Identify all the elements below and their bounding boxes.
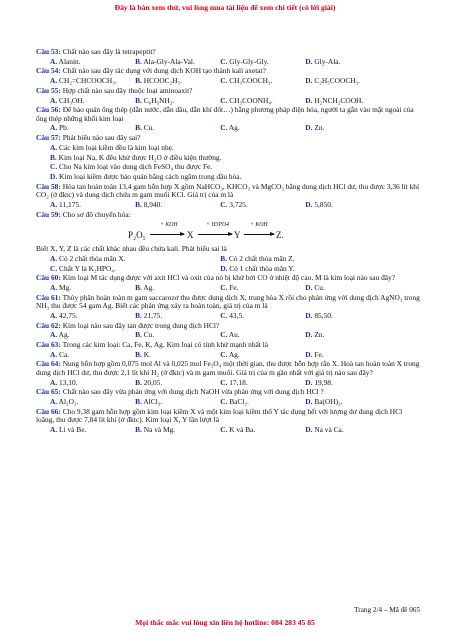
option <box>50 77 135 86</box>
option-letter: C. <box>220 199 228 209</box>
option <box>305 58 390 67</box>
option <box>135 124 220 133</box>
option-text: Chất Y là K₂HPO₄. <box>59 263 116 273</box>
option-text: Ba(OH)₂. <box>314 396 343 406</box>
option <box>50 284 135 293</box>
option <box>220 97 305 106</box>
scheme-m1: X <box>187 230 194 241</box>
option-text: Na và Mg. <box>143 424 176 434</box>
option-text: Ca. <box>59 349 70 359</box>
option-letter: D. <box>305 310 313 320</box>
option-letter: D. <box>50 171 58 181</box>
options-row <box>36 201 420 210</box>
option <box>305 284 390 293</box>
option-text: 5,850. <box>314 199 333 209</box>
question <box>36 67 420 76</box>
option <box>220 255 390 264</box>
question-text: Chất nào sau đây tác dụng với dung dịch KOH tạo thành kali axetat? <box>62 66 266 76</box>
option <box>305 351 390 360</box>
question-text: Hợp chất nào sau đây thuộc loại aminoaxit? <box>62 85 193 95</box>
question-text: Hòa tan hoàn toàn 13,4 gam hỗn hợp X gồm NaHCO₃, KHCO₃ và MgCO₃ bằng dung dịch HCl dư, thu được 3,36 lít khí CO₂ (ở đktc) và dung dịch chứa m gam muối KCl. Giá trị của m là <box>36 181 420 200</box>
option-text: 21,75. <box>143 310 163 320</box>
scheme-r1: + KOH <box>160 222 178 229</box>
option <box>50 58 135 67</box>
option <box>220 284 305 293</box>
option-text: Li và Be. <box>59 424 87 434</box>
option <box>305 124 390 133</box>
option-text: Pb. <box>59 123 69 133</box>
option-letter: B. <box>135 282 142 292</box>
option <box>305 379 390 388</box>
question-number: Câu 66: <box>36 406 61 416</box>
option <box>36 154 420 163</box>
option-letter: A. <box>50 253 58 263</box>
option-text: 8,940. <box>143 199 163 209</box>
option <box>220 201 305 210</box>
option-letter: C. <box>220 123 228 133</box>
option-letter: C. <box>220 396 228 406</box>
option-letter: B. <box>50 152 57 162</box>
question-text: Chất nào sau đây vừa phản ứng với dung dịch NaOH vừa phản ứng với dung dịch HCl ? <box>62 387 324 397</box>
option-text: Au. <box>228 330 240 340</box>
scheme-m2: Y <box>234 230 241 241</box>
option-text: Gly-Gly-Gly. <box>229 56 269 66</box>
option <box>220 58 305 67</box>
option-text: Có 1 chất thỏa mãn Y. <box>229 263 295 273</box>
option-letter: D. <box>305 424 313 434</box>
question-number: Câu 57: <box>36 133 61 143</box>
option <box>50 379 135 388</box>
option-text: Zn. <box>314 330 325 340</box>
option <box>135 77 220 86</box>
scheme-end: Z. <box>276 230 284 241</box>
option-text: Ala-Gly-Ala-Val. <box>143 56 195 66</box>
option-letter: B. <box>135 56 142 66</box>
options-row <box>36 312 420 321</box>
question-note: Biết X, Y, Z là các chất khác nhau đều chứa kali. Phát biểu sai là <box>36 244 227 254</box>
option-letter: B. <box>135 330 142 340</box>
option-text: C₂H₅COOCH₃. <box>314 76 361 86</box>
option-letter: D. <box>305 396 313 406</box>
option-letter: B. <box>135 199 142 209</box>
option <box>50 265 220 274</box>
option-letter: A. <box>50 56 58 66</box>
option-letter: C. <box>50 263 58 273</box>
question <box>36 48 420 57</box>
question-number: Câu 63: <box>36 339 61 349</box>
question <box>36 211 420 220</box>
conversion-scheme <box>36 222 420 242</box>
question <box>36 294 420 311</box>
options-row <box>36 265 420 274</box>
option <box>50 97 135 106</box>
option-letter: D. <box>305 330 313 340</box>
option <box>135 201 220 210</box>
question-number: Câu 61: <box>36 292 61 302</box>
page-number: Trang 2/4 – Mã đề 065 <box>354 606 420 614</box>
option <box>305 331 390 340</box>
option <box>50 124 135 133</box>
option-letter: B. <box>135 424 142 434</box>
option <box>50 398 135 407</box>
question-text: Cho 9,38 gam hỗn hợp gồm kim loại kiềm X và một kim loại kiềm thổ Y tác dụng hết với lượng dư dung dịch HCl loãng, thu được 7,84 lít khí (ở đktc). Kim loại X, Y lần lượt là <box>36 406 403 425</box>
option-letter: A. <box>50 349 58 359</box>
question-text: Nung hỗn hợp gồm 0,075 mol Al và 0,025 mol Fe₃O₄ một thời gian, thu được hỗn hợp rắn X. Hoà tan hoàn toàn X trong dung dịch HCl dư, thu được 2,1 lít khí H₂ (ở đktc) và m gam muối. Giá trị của m gần nhất với giá trị nào sau đây? <box>36 359 420 377</box>
question-number: Câu 58: <box>36 181 61 191</box>
option <box>220 124 305 133</box>
question <box>36 274 420 283</box>
question <box>36 341 420 350</box>
option-letter: B. <box>220 253 227 263</box>
option-text: 85,50. <box>314 310 333 320</box>
question-text: Cho sơ đồ chuyển hóa: <box>62 209 131 219</box>
option-letter: A. <box>50 199 58 209</box>
question-text: Phát biểu nào sau đây sai? <box>62 133 141 143</box>
arrow-icon <box>198 234 232 235</box>
options-row <box>36 379 420 388</box>
arrow-icon <box>244 234 274 235</box>
option-letter: A. <box>50 123 58 133</box>
hotline-banner: Mọi thắc mắc vui lòng xin liên hệ hotline: 084 283 45 85 <box>135 618 315 627</box>
option-letter: D. <box>305 349 313 359</box>
option-letter: C. <box>220 282 228 292</box>
question <box>36 388 420 397</box>
question-text: Kim loại M tác dụng được với axit HCl và oxit của nó bị khử bởi CO ở nhiệt độ cao. M là kim loại nào sau đây? <box>62 273 396 283</box>
scheme-r3: + KOH <box>250 222 268 229</box>
option-letter: A. <box>50 330 58 340</box>
question-text: Để bảo quản ống thép (dẫn nước, dẫn dầu, dẫn khí đốt…) bằng phương pháp điện hóa, người ta gắn vào mặt ngoài của ống thép những khối kim loại <box>36 105 414 123</box>
option-letter: B. <box>135 76 142 86</box>
options-row <box>36 426 420 435</box>
options-row <box>36 331 420 340</box>
option-text: Cu. <box>143 123 155 133</box>
option-letter: A. <box>50 377 58 387</box>
option <box>135 58 220 67</box>
option-text: Gly-Ala. <box>314 56 341 66</box>
option <box>135 426 220 435</box>
option <box>305 201 390 210</box>
option-text: 42,75. <box>59 310 78 320</box>
option-text: Ag. <box>228 123 240 133</box>
option-text: Mg. <box>59 282 72 292</box>
option-text: Cu. <box>314 282 325 292</box>
question-number: Câu 62: <box>36 320 61 330</box>
option-text: H₂NCH₂COOH. <box>314 95 364 105</box>
question-number: Câu 54: <box>36 66 61 76</box>
option-text: 19,98. <box>314 377 333 387</box>
option-text: Zn. <box>314 123 325 133</box>
option <box>305 426 390 435</box>
option <box>36 144 420 153</box>
question-number: Câu 55: <box>36 85 61 95</box>
option-text: Kim loại Na, K đều khử được H₂O ở điều kiện thường. <box>58 152 222 162</box>
option-letter: C. <box>220 330 228 340</box>
option <box>50 255 220 264</box>
option-text: Ag. <box>58 330 70 340</box>
option-letter: D. <box>305 199 313 209</box>
option-letter: C. <box>220 349 228 359</box>
option-text: Ag. <box>228 349 240 359</box>
option <box>220 351 305 360</box>
option-text: CH₂=CHCOOCH₃. <box>59 76 117 86</box>
option-letter: A. <box>50 424 58 434</box>
option-letter: C. <box>220 424 228 434</box>
option-text: Có 2 chất thỏa mãn Z. <box>228 253 295 263</box>
option-text: C₆H₅NH₂. <box>143 95 175 105</box>
option-letter: D. <box>305 123 313 133</box>
question <box>36 360 420 377</box>
option <box>305 77 390 86</box>
option <box>305 312 390 321</box>
option-text: CH₃COOCH₃. <box>229 76 273 86</box>
option-text: HCOOC₂H₅. <box>143 76 182 86</box>
option-letter: D. <box>305 377 313 387</box>
option-letter: B. <box>135 396 142 406</box>
option-text: K. <box>143 349 151 359</box>
option-letter: C. <box>50 162 58 172</box>
question-text: Kim loại nào sau đây tan được trong dung dịch HCl? <box>62 320 220 330</box>
option <box>220 331 305 340</box>
option-text: 43,5. <box>229 310 245 320</box>
option <box>135 312 220 321</box>
option-letter: D. <box>305 56 313 66</box>
option <box>220 312 305 321</box>
option <box>135 284 220 293</box>
question-number: Câu 59: <box>36 209 61 219</box>
option-text: CH₃OH. <box>59 95 85 105</box>
option-letter: A. <box>50 282 58 292</box>
option-letter: A. <box>50 76 58 86</box>
option-letter: B. <box>135 377 142 387</box>
option <box>220 265 390 274</box>
option-text: Các kim loại kiềm đều là kim loại nhẹ. <box>59 142 174 152</box>
option-text: Ag. <box>143 282 155 292</box>
option <box>36 163 420 172</box>
question-number: Câu 60: <box>36 273 61 283</box>
option <box>305 398 390 407</box>
options-row <box>36 97 420 106</box>
option-text: Fe. <box>314 349 324 359</box>
options-row <box>36 284 420 293</box>
arrow-icon <box>150 234 184 235</box>
option <box>305 97 390 106</box>
option-text: 13,10. <box>59 377 78 387</box>
option-text: 20,05. <box>143 377 163 387</box>
option-letter: C. <box>220 56 228 66</box>
question-number: Câu 56: <box>36 105 61 115</box>
option <box>135 97 220 106</box>
option-letter: C. <box>220 95 228 105</box>
option-letter: C. <box>220 310 228 320</box>
question-text: Trong các kim loại: Ca, Fe, K, Ag. Kim loại có tính khử mạnh nhất là <box>62 339 269 349</box>
scheme-r2: + H3PO4 <box>206 222 230 229</box>
option <box>50 351 135 360</box>
option-letter: D. <box>220 263 228 273</box>
option-letter: C. <box>220 76 228 86</box>
options-row <box>36 124 420 133</box>
option <box>50 201 135 210</box>
option-letter: B. <box>135 123 142 133</box>
option-text: Alanin. <box>58 56 81 66</box>
question-number: Câu 65: <box>36 387 61 397</box>
option <box>220 379 305 388</box>
option-text: Kim loại kiềm được bảo quản bằng cách ngâm trong dầu hỏa. <box>59 171 242 181</box>
question-text: Chất nào sau đây là tetrapeptit? <box>62 47 156 56</box>
question-number: Câu 64: <box>36 359 61 369</box>
option-letter: D. <box>305 76 313 86</box>
question <box>36 322 420 331</box>
question <box>36 183 420 200</box>
option <box>135 398 220 407</box>
option-text: 11,175. <box>59 199 81 209</box>
option-text: Cho Na kim loại vào dung dịch FeSO₄ thu được Fe. <box>59 162 213 172</box>
option-letter: C. <box>220 377 228 387</box>
exam-content <box>36 48 420 436</box>
option-letter: D. <box>305 95 313 105</box>
options-row <box>36 58 420 67</box>
option <box>135 331 220 340</box>
option <box>220 398 305 407</box>
option-text: Có 2 chất thỏa mãn X. <box>59 253 126 263</box>
option <box>50 331 135 340</box>
option-letter: A. <box>50 310 58 320</box>
option <box>135 351 220 360</box>
option-letter: B. <box>135 349 142 359</box>
scheme-start: P₂O₅ <box>128 230 146 241</box>
options-row <box>36 77 420 86</box>
option-text: 3,725. <box>229 199 248 209</box>
options-row <box>36 351 420 360</box>
option-letter: B. <box>135 310 142 320</box>
option-text: CH₃COONH₄. <box>229 95 273 105</box>
option <box>50 312 135 321</box>
option-text: 17,18. <box>229 377 248 387</box>
option-text: Na và Ca. <box>314 424 344 434</box>
option-text: AlCl₃. <box>143 396 163 406</box>
question-text: Thủy phân hoàn toàn m gam saccarozơ thu được dung dịch X, trung hòa X rồi cho phản ứng với dung dịch AgNO₃ trong NH₃ thu được 54 gam Ag. Biết các phản ứng xảy ra hoàn toàn, giá trị của m là <box>36 292 420 311</box>
option-text: Al₂O₃. <box>58 396 79 406</box>
option-letter: A. <box>50 142 58 152</box>
option-letter: B. <box>135 95 142 105</box>
option <box>220 426 305 435</box>
option-text: K và Ba. <box>229 424 256 434</box>
question <box>36 106 420 123</box>
preview-banner: Đây là bản xem thử, vui lòng mua tài liệu để xem chi tiết (có lời giải) <box>114 3 336 12</box>
options-row <box>36 398 420 407</box>
option <box>36 173 420 182</box>
option-letter: D. <box>305 282 313 292</box>
option-letter: A. <box>50 396 58 406</box>
question-number: Câu 53: <box>36 47 61 56</box>
question <box>36 134 420 143</box>
option-text: BaCl₂. <box>229 396 249 406</box>
option-letter: A. <box>50 95 58 105</box>
option-text: Cu. <box>143 330 155 340</box>
option <box>50 426 135 435</box>
option <box>135 379 220 388</box>
option <box>220 77 305 86</box>
question <box>36 87 420 96</box>
options-row <box>36 255 420 264</box>
question <box>36 408 420 425</box>
option-text: Fe. <box>229 282 239 292</box>
